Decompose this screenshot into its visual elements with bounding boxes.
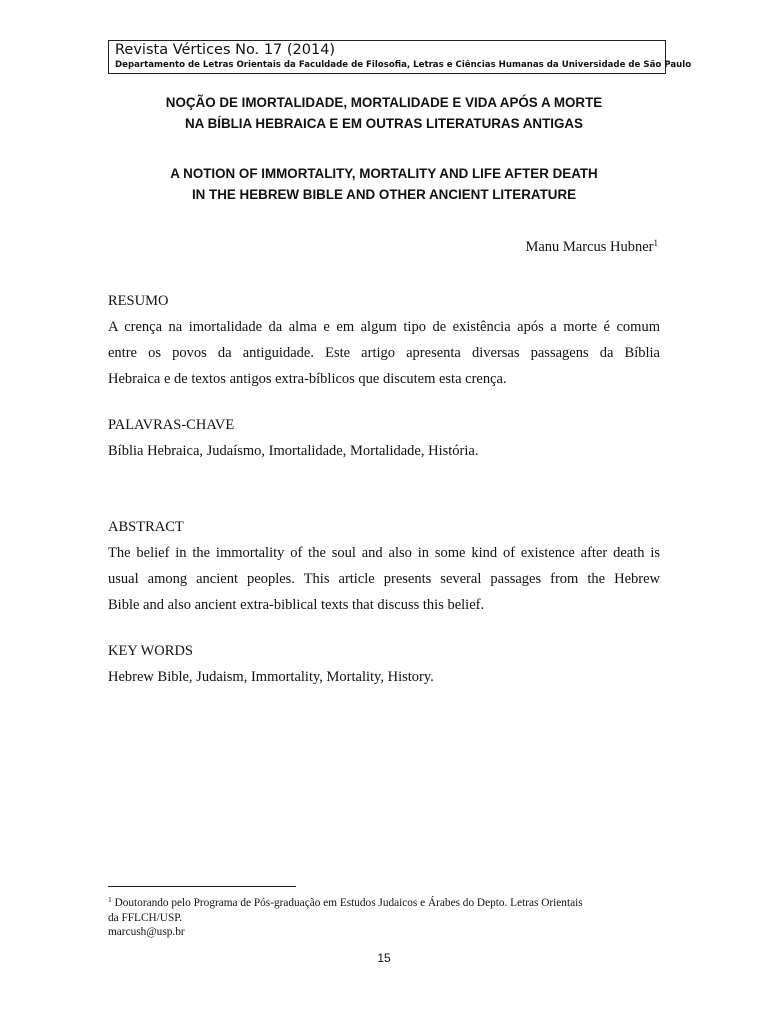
key-words-section xyxy=(108,641,660,687)
abstract-section xyxy=(108,517,660,618)
resumo-line: A crença na imortalidade da alma e em algum tipo de existência após a morte é comum xyxy=(108,319,660,335)
key-words-heading: KEY WORDS xyxy=(108,643,193,659)
footnote-text: Doutorando pelo Programa de Pós-graduação em Estudos Judaicos e Árabes do Depto. Letras Orientais xyxy=(111,897,583,909)
title-english xyxy=(108,163,660,205)
title-en-line-2: IN THE HEBREW BIBLE AND OTHER ANCIENT LITERATURE xyxy=(191,187,577,202)
title-pt-line-2: NA BÍBLIA HEBRAICA E EM OUTRAS LITERATURAS ANTIGAS xyxy=(185,116,583,131)
author-name: Manu Marcus Hubner xyxy=(525,239,654,255)
journal-title: Revista Vértices No. 17 (2014) xyxy=(115,42,336,58)
key-words-text: Hebrew Bible, Judaism, Immortality, Mortality, History. xyxy=(108,669,434,685)
footnote-divider xyxy=(108,886,296,887)
footnote-line-2: da FFLCH/USP. xyxy=(108,911,183,924)
footnote xyxy=(108,893,660,940)
page-number: 15 xyxy=(377,951,391,965)
title-pt-line-1: NOÇÃO DE IMORTALIDADE, MORTALIDADE E VIDA APÓS A MORTE xyxy=(165,95,603,110)
title-en-line-1: A NOTION OF IMMORTALITY, MORTALITY AND LIFE AFTER DEATH xyxy=(170,166,598,181)
resumo-line: Hebraica e de textos antigos extra-bíblicos que discutem esta crença. xyxy=(108,371,507,387)
abstract-line: Bible and also ancient extra-biblical texts that discuss this belief. xyxy=(108,597,485,613)
footnote-mark: 1 xyxy=(108,895,112,904)
author-footnote-mark[interactable]: 1 xyxy=(653,238,658,248)
journal-header xyxy=(108,40,692,74)
resumo-line: entre os povos da antiguidade. Este artigo apresenta diversas passagens da Bíblia xyxy=(108,345,660,361)
resumo-text xyxy=(108,314,660,392)
footnote-email[interactable]: marcush@usp.br xyxy=(108,926,185,938)
palavras-chave-text: Bíblia Hebraica, Judaísmo, Imortalidade, Mortalidade, História. xyxy=(108,443,479,459)
abstract-line: The belief in the immortality of the soul and also in some kind of existence after death is xyxy=(108,545,660,561)
abstract-line: usual among ancient peoples. This article presents several passages from the Hebrew xyxy=(108,571,660,587)
palavras-chave-section xyxy=(108,415,660,461)
resumo-section xyxy=(108,291,660,392)
department-line: Departamento de Letras Orientais da Faculdade de Filosofia, Letras e Ciências Humanas da Universidade de São Paulo xyxy=(115,60,692,70)
author xyxy=(525,238,658,256)
resumo-heading: RESUMO xyxy=(108,293,169,309)
footnote-line-1 xyxy=(108,893,660,911)
abstract-text xyxy=(108,540,660,618)
palavras-chave-heading: PALAVRAS-CHAVE xyxy=(108,417,235,433)
title-portuguese xyxy=(108,92,660,134)
abstract-heading: ABSTRACT xyxy=(108,519,184,535)
